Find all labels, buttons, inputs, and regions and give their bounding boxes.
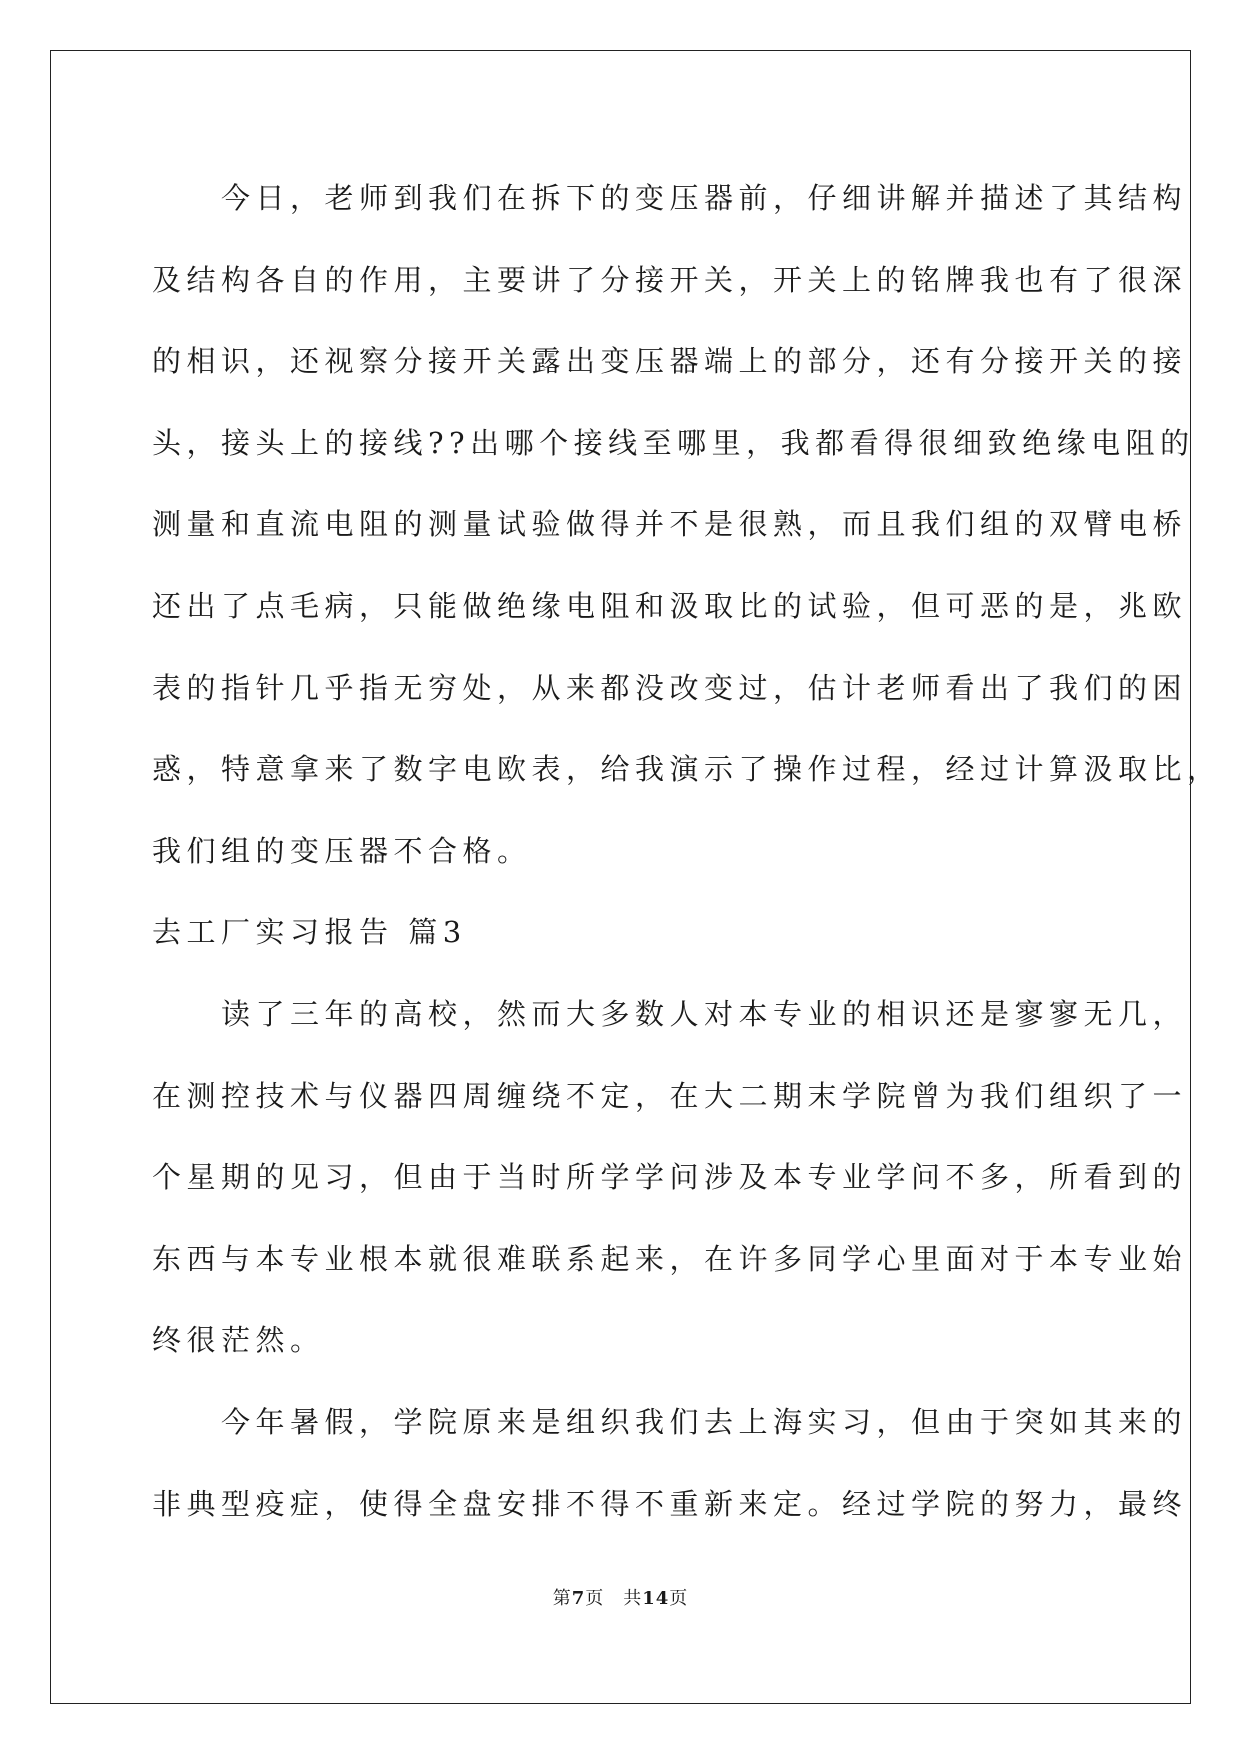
footer-prefix: 第: [552, 1588, 572, 1609]
text-line: 今年暑假，学院原来是组织我们去上海实习，但由于突如其来的: [152, 1404, 1188, 1439]
text-line: 读了三年的高校，然而大多数人对本专业的相识还是寥寥无几，: [152, 996, 1188, 1031]
text-line: 的相识，还视察分接开关露出变压器端上的部分，还有分接开关的接: [152, 344, 1188, 379]
text-line: 东西与本专业根本就很难联系起来，在许多同学心里面对于本专业始: [152, 1241, 1188, 1276]
footer-suffix: 页: [669, 1588, 689, 1609]
footer-mid: 页 共: [585, 1588, 643, 1609]
text-line: 惑，特意拿来了数字电欧表，给我演示了操作过程，经过计算汲取比，: [152, 752, 1222, 787]
text-line: 在测控技术与仪器四周缠绕不定，在大二期末学院曾为我们组织了一: [152, 1078, 1188, 1113]
document-body: [152, 158, 1222, 1545]
text-line: 个星期的见习，但由于当时所学学问涉及本专业学问不多，所看到的: [152, 1160, 1188, 1195]
text-line: 测量和直流电阻的测量试验做得并不是很熟，而且我们组的双臂电桥: [152, 507, 1188, 542]
text-line: 表的指针几乎指无穷处，从来都没改变过，估计老师看出了我们的困: [152, 670, 1188, 705]
text-line: 及结构各自的作用，主要讲了分接开关，开关上的铭牌我也有了很深: [152, 262, 1188, 297]
text-line: 我们组的变压器不合格。: [152, 833, 532, 868]
text-line: 终很茫然。: [152, 1323, 325, 1358]
text-line: 今日，老师到我们在拆下的变压器前，仔细讲解并描述了其结构: [152, 181, 1188, 215]
section-heading: 去工厂实习报告 篇3: [152, 915, 467, 950]
current-page-number: 7: [571, 1588, 586, 1609]
total-page-number: 14: [642, 1588, 670, 1609]
text-line: 头，接头上的接线??出哪个接线至哪里，我都看得很细致绝缘电阻的: [152, 425, 1195, 460]
text-line: 还出了点毛病，只能做绝缘电阻和汲取比的试验，但可恶的是，兆欧: [152, 588, 1188, 623]
text-line: 非典型疫症，使得全盘安排不得不重新来定。经过学院的努力，最终: [152, 1486, 1188, 1521]
page-footer: [0, 1584, 1241, 1610]
